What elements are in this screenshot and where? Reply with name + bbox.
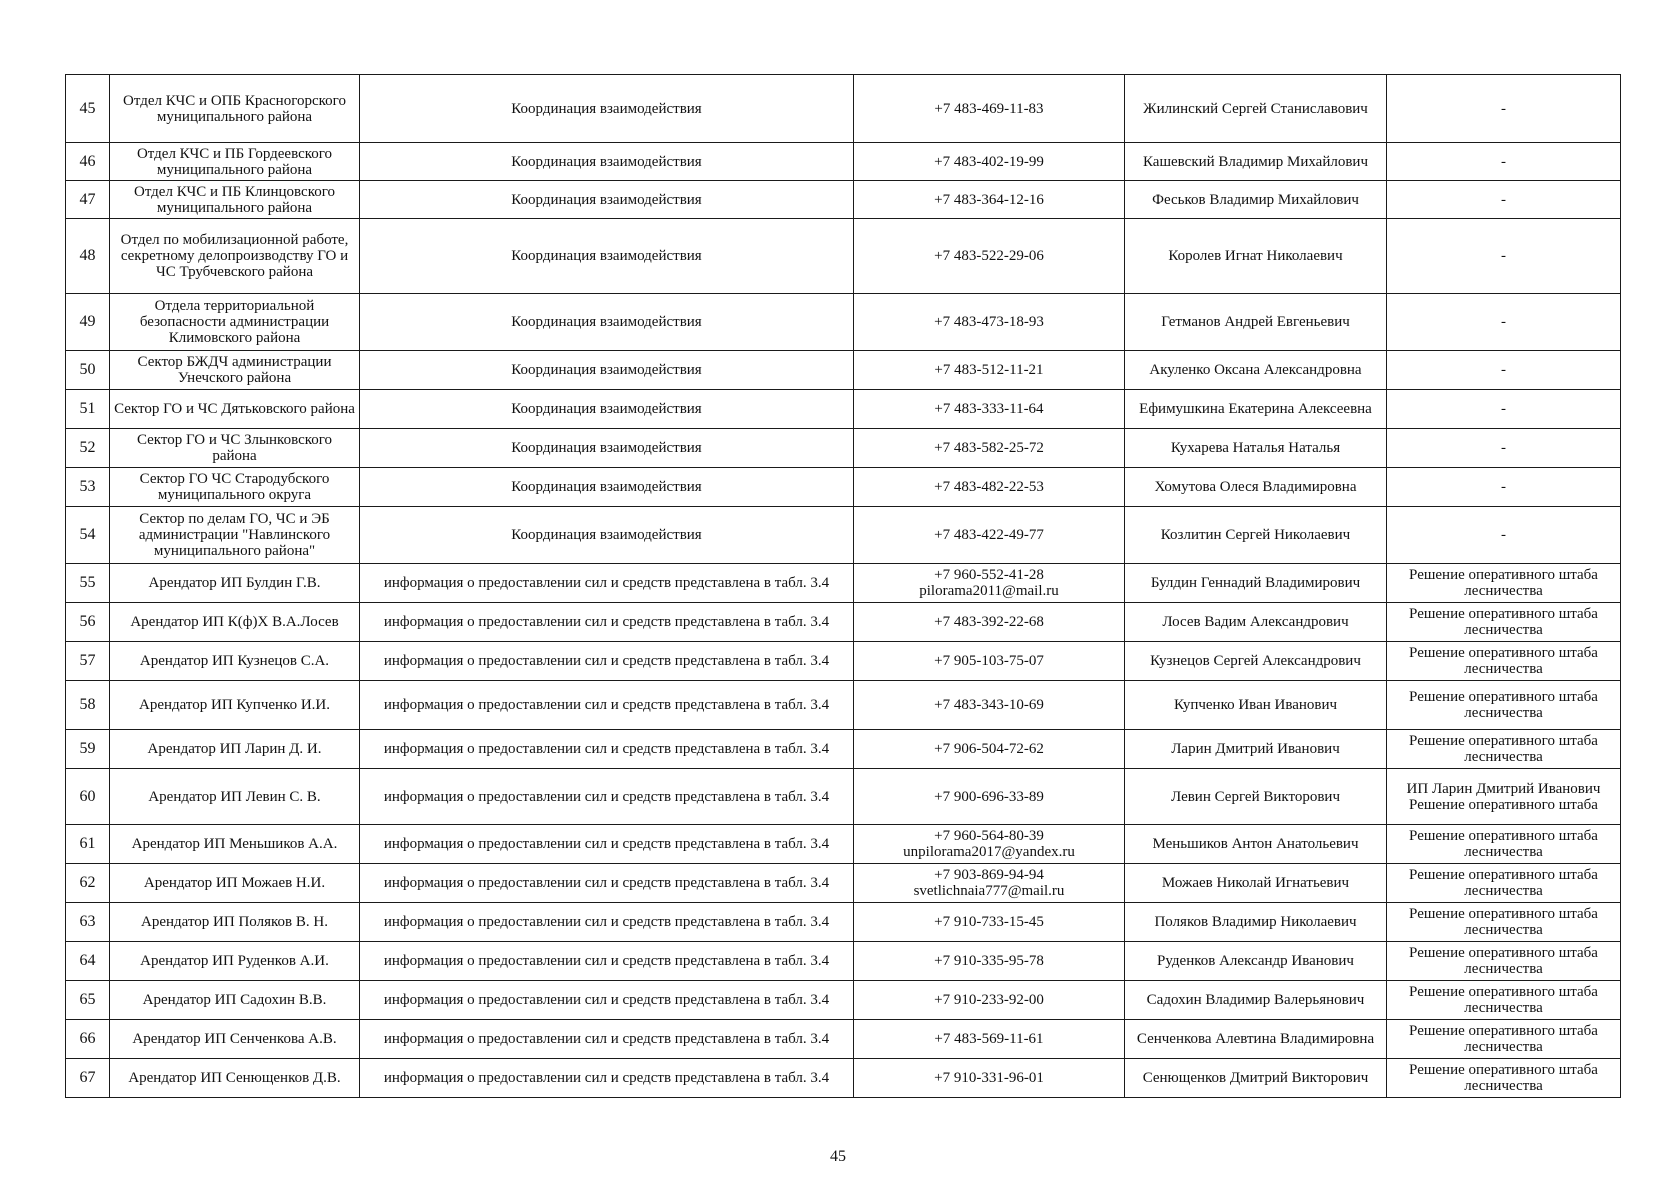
row-number: 49 — [66, 294, 110, 351]
contact-person-cell: Поляков Владимир Николаевич — [1125, 903, 1387, 942]
table-row — [66, 507, 1621, 564]
row-number: 60 — [66, 769, 110, 825]
row-number: 55 — [66, 564, 110, 603]
basis-cell: Решение оперативного штаба лесничества — [1387, 864, 1621, 903]
organization-cell: Арендатор ИП Ларин Д. И. — [110, 730, 360, 769]
basis-cell: Решение оперативного штаба лесничества — [1387, 642, 1621, 681]
basis-cell: Решение оперативного штаба лесничества — [1387, 564, 1621, 603]
contact-person-cell: Жилинский Сергей Станиславович — [1125, 75, 1387, 143]
organization-cell: Арендатор ИП Кузнецов С.А. — [110, 642, 360, 681]
table-row — [66, 351, 1621, 390]
contacts-table — [65, 74, 1621, 1098]
phone-cell — [854, 143, 1125, 181]
function-cell: Координация взаимодействия — [360, 181, 854, 219]
phone-cell — [854, 75, 1125, 143]
organization-cell: Отдел по мобилизационной работе, секретному делопроизводству ГО и ЧС Трубчевского района — [110, 219, 360, 294]
row-number: 46 — [66, 143, 110, 181]
organization-cell: Сектор ГО и ЧС Дятьковского района — [110, 390, 360, 429]
contact-person-cell: Меньшиков Антон Анатольевич — [1125, 825, 1387, 864]
function-cell: информация о предоставлении сил и средств представлена в табл. 3.4 — [360, 603, 854, 642]
table-row — [66, 730, 1621, 769]
phone-text: +7 483-512-11-21 — [934, 362, 1044, 378]
phone-cell — [854, 564, 1125, 603]
function-cell: информация о предоставлении сил и средств представлена в табл. 3.4 — [360, 1020, 854, 1059]
table-row — [66, 294, 1621, 351]
basis-cell: Решение оперативного штаба лесничества — [1387, 603, 1621, 642]
phone-cell — [854, 681, 1125, 730]
function-cell: информация о предоставлении сил и средств представлена в табл. 3.4 — [360, 1059, 854, 1098]
table-row — [66, 769, 1621, 825]
contact-person-cell: Лосев Вадим Александрович — [1125, 603, 1387, 642]
row-number: 51 — [66, 390, 110, 429]
contact-person-cell: Кашевский Владимир Михайлович — [1125, 143, 1387, 181]
phone-text: +7 900-696-33-89 — [934, 788, 1044, 805]
phone-cell — [854, 942, 1125, 981]
phone-text: +7 910-331-96-01 — [934, 1070, 1044, 1086]
row-number: 57 — [66, 642, 110, 681]
function-cell: Координация взаимодействия — [360, 351, 854, 390]
row-number: 47 — [66, 181, 110, 219]
row-number: 63 — [66, 903, 110, 942]
row-number: 45 — [66, 75, 110, 143]
basis-cell: Решение оперативного штаба лесничества — [1387, 681, 1621, 730]
table-row — [66, 429, 1621, 468]
row-number: 58 — [66, 681, 110, 730]
table-row — [66, 219, 1621, 294]
organization-cell: Арендатор ИП Поляков В. Н. — [110, 903, 360, 942]
phone-text: +7 960-552-41-28 — [934, 567, 1044, 583]
table-row — [66, 1020, 1621, 1059]
table-row — [66, 181, 1621, 219]
contact-person-cell: Левин Сергей Викторович — [1125, 769, 1387, 825]
basis-cell: - — [1387, 75, 1621, 143]
contact-person-cell: Булдин Геннадий Владимирович — [1125, 564, 1387, 603]
organization-cell: Арендатор ИП Садохин В.В. — [110, 981, 360, 1020]
phone-cell — [854, 603, 1125, 642]
phone-text: +7 483-569-11-61 — [934, 1031, 1044, 1047]
organization-cell: Отдел КЧС и ОПБ Красногорского муниципального района — [110, 75, 360, 143]
contact-person-cell: Гетманов Андрей Евгеньевич — [1125, 294, 1387, 351]
basis-cell: - — [1387, 181, 1621, 219]
phone-text: +7 483-473-18-93 — [934, 314, 1044, 330]
basis-cell: Решение оперативного штаба лесничества — [1387, 825, 1621, 864]
function-cell: информация о предоставлении сил и средств представлена в табл. 3.4 — [360, 825, 854, 864]
phone-cell — [854, 181, 1125, 219]
phone-text: +7 483-402-19-99 — [934, 153, 1044, 170]
function-cell: Координация взаимодействия — [360, 143, 854, 181]
phone-text: +7 483-469-11-83 — [934, 100, 1044, 117]
table-row — [66, 981, 1621, 1020]
organization-cell: Арендатор ИП Купченко И.И. — [110, 681, 360, 730]
basis-cell: - — [1387, 219, 1621, 294]
contact-person-cell: Можаев Николай Игнатьевич — [1125, 864, 1387, 903]
function-cell: информация о предоставлении сил и средств представлена в табл. 3.4 — [360, 942, 854, 981]
row-number: 56 — [66, 603, 110, 642]
phone-cell — [854, 468, 1125, 507]
contact-person-cell: Королев Игнат Николаевич — [1125, 219, 1387, 294]
organization-cell: Арендатор ИП Сенющенков Д.В. — [110, 1059, 360, 1098]
email-text: unpilorama2017@yandex.ru — [903, 844, 1075, 860]
phone-cell — [854, 1059, 1125, 1098]
basis-cell: ИП Ларин Дмитрий Иванович Решение оперативного штаба — [1387, 769, 1621, 825]
phone-cell — [854, 825, 1125, 864]
basis-cell: - — [1387, 507, 1621, 564]
function-cell: Координация взаимодействия — [360, 294, 854, 351]
row-number: 53 — [66, 468, 110, 507]
table-row — [66, 942, 1621, 981]
row-number: 65 — [66, 981, 110, 1020]
organization-cell: Арендатор ИП Булдин Г.В. — [110, 564, 360, 603]
phone-text: +7 483-522-29-06 — [934, 248, 1044, 264]
phone-cell — [854, 351, 1125, 390]
function-cell: информация о предоставлении сил и средств представлена в табл. 3.4 — [360, 903, 854, 942]
phone-cell — [854, 903, 1125, 942]
phone-text: +7 910-335-95-78 — [934, 953, 1044, 969]
row-number: 67 — [66, 1059, 110, 1098]
function-cell: информация о предоставлении сил и средств представлена в табл. 3.4 — [360, 864, 854, 903]
organization-cell: Отдел КЧС и ПБ Гордеевского муниципального района — [110, 143, 360, 181]
contact-person-cell: Феськов Владимир Михайлович — [1125, 181, 1387, 219]
basis-cell: - — [1387, 468, 1621, 507]
table-row — [66, 564, 1621, 603]
table-row — [66, 143, 1621, 181]
phone-cell — [854, 429, 1125, 468]
function-cell: информация о предоставлении сил и средств представлена в табл. 3.4 — [360, 769, 854, 825]
contact-person-cell: Руденков Александр Иванович — [1125, 942, 1387, 981]
contact-person-cell: Садохин Владимир Валерьянович — [1125, 981, 1387, 1020]
table-row — [66, 75, 1621, 143]
contact-person-cell: Акуленко Оксана Александровна — [1125, 351, 1387, 390]
page-number: 45 — [830, 1148, 846, 1165]
contact-person-cell: Купченко Иван Иванович — [1125, 681, 1387, 730]
table-row — [66, 681, 1621, 730]
phone-text: +7 903-869-94-94 — [934, 867, 1044, 883]
basis-cell: Решение оперативного штаба лесничества — [1387, 1020, 1621, 1059]
row-number: 54 — [66, 507, 110, 564]
email-text: svetlichnaia777@mail.ru — [913, 883, 1065, 899]
function-cell: информация о предоставлении сил и средств представлена в табл. 3.4 — [360, 981, 854, 1020]
table-row — [66, 903, 1621, 942]
phone-cell — [854, 769, 1125, 825]
phone-cell — [854, 981, 1125, 1020]
basis-cell: Решение оперативного штаба лесничества — [1387, 942, 1621, 981]
organization-cell: Сектор БЖДЧ администрации Унечского района — [110, 351, 360, 390]
phone-text: +7 905-103-75-07 — [934, 653, 1044, 669]
organization-cell: Сектор ГО ЧС Стародубского муниципального округа — [110, 468, 360, 507]
row-number: 48 — [66, 219, 110, 294]
table-row — [66, 864, 1621, 903]
basis-cell: - — [1387, 390, 1621, 429]
function-cell: информация о предоставлении сил и средств представлена в табл. 3.4 — [360, 564, 854, 603]
basis-cell: - — [1387, 351, 1621, 390]
function-cell: Координация взаимодействия — [360, 468, 854, 507]
function-cell: информация о предоставлении сил и средств представлена в табл. 3.4 — [360, 681, 854, 730]
contact-person-cell: Кузнецов Сергей Александрович — [1125, 642, 1387, 681]
basis-cell: Решение оперативного штаба лесничества — [1387, 981, 1621, 1020]
contact-person-cell: Хомутова Олеся Владимировна — [1125, 468, 1387, 507]
function-cell: информация о предоставлении сил и средств представлена в табл. 3.4 — [360, 642, 854, 681]
organization-cell: Арендатор ИП Можаев Н.И. — [110, 864, 360, 903]
phone-text: +7 483-482-22-53 — [934, 479, 1044, 495]
contact-person-cell: Козлитин Сергей Николаевич — [1125, 507, 1387, 564]
organization-cell: Арендатор ИП Сенченкова А.В. — [110, 1020, 360, 1059]
phone-text: +7 483-364-12-16 — [934, 191, 1044, 208]
row-number: 59 — [66, 730, 110, 769]
table-row — [66, 390, 1621, 429]
contact-person-cell: Сенющенков Дмитрий Викторович — [1125, 1059, 1387, 1098]
phone-cell — [854, 507, 1125, 564]
row-number: 50 — [66, 351, 110, 390]
row-number: 64 — [66, 942, 110, 981]
phone-cell — [854, 1020, 1125, 1059]
row-number: 66 — [66, 1020, 110, 1059]
organization-cell: Арендатор ИП Руденков А.И. — [110, 942, 360, 981]
phone-text: +7 483-333-11-64 — [934, 401, 1044, 417]
contact-person-cell: Кухарева Наталья Наталья — [1125, 429, 1387, 468]
function-cell: информация о предоставлении сил и средств представлена в табл. 3.4 — [360, 730, 854, 769]
phone-text: +7 483-422-49-77 — [934, 527, 1044, 543]
basis-cell: Решение оперативного штаба лесничества — [1387, 1059, 1621, 1098]
phone-cell — [854, 294, 1125, 351]
organization-cell: Отдел КЧС и ПБ Клинцовского муниципального района — [110, 181, 360, 219]
phone-cell — [854, 730, 1125, 769]
function-cell: Координация взаимодействия — [360, 429, 854, 468]
function-cell: Координация взаимодействия — [360, 75, 854, 143]
organization-cell: Сектор по делам ГО, ЧС и ЭБ администрации "Навлинского муниципального района" — [110, 507, 360, 564]
phone-text: +7 483-392-22-68 — [934, 614, 1044, 630]
table-row — [66, 603, 1621, 642]
table-row — [66, 825, 1621, 864]
phone-cell — [854, 390, 1125, 429]
table-row — [66, 1059, 1621, 1098]
phone-text: +7 960-564-80-39 — [934, 828, 1044, 844]
row-number: 52 — [66, 429, 110, 468]
function-cell: Координация взаимодействия — [360, 390, 854, 429]
row-number: 61 — [66, 825, 110, 864]
phone-cell — [854, 219, 1125, 294]
phone-text: +7 483-582-25-72 — [934, 440, 1044, 456]
phone-text: +7 910-733-15-45 — [934, 914, 1044, 930]
phone-text: +7 906-504-72-62 — [934, 741, 1044, 757]
phone-cell — [854, 642, 1125, 681]
phone-text: +7 910-233-92-00 — [934, 992, 1044, 1008]
organization-cell: Отдела территориальной безопасности администрации Климовского района — [110, 294, 360, 351]
phone-cell — [854, 864, 1125, 903]
function-cell: Координация взаимодействия — [360, 219, 854, 294]
email-text: pilorama2011@mail.ru — [919, 583, 1059, 599]
organization-cell: Арендатор ИП К(ф)Х В.А.Лосев — [110, 603, 360, 642]
organization-cell: Сектор ГО и ЧС Злынковского района — [110, 429, 360, 468]
table-row — [66, 642, 1621, 681]
function-cell: Координация взаимодействия — [360, 507, 854, 564]
organization-cell: Арендатор ИП Меньшиков А.А. — [110, 825, 360, 864]
row-number: 62 — [66, 864, 110, 903]
phone-text: +7 483-343-10-69 — [934, 697, 1044, 713]
organization-cell: Арендатор ИП Левин С. В. — [110, 769, 360, 825]
table-row — [66, 468, 1621, 507]
basis-cell: Решение оперативного штаба лесничества — [1387, 903, 1621, 942]
basis-cell: Решение оперативного штаба лесничества — [1387, 730, 1621, 769]
contact-person-cell: Сенченкова Алевтина Владимировна — [1125, 1020, 1387, 1059]
basis-cell: - — [1387, 294, 1621, 351]
basis-cell: - — [1387, 429, 1621, 468]
basis-cell: - — [1387, 143, 1621, 181]
contact-person-cell: Ларин Дмитрий Иванович — [1125, 730, 1387, 769]
contact-person-cell: Ефимушкина Екатерина Алексеевна — [1125, 390, 1387, 429]
